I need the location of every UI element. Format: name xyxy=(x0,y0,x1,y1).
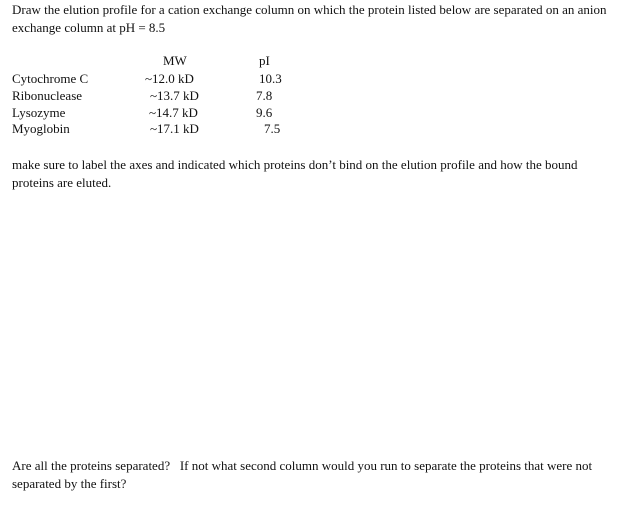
header-pi: pI xyxy=(259,53,270,68)
protein-pi: 10.3 xyxy=(259,71,282,86)
protein-mw: ~13.7 kD xyxy=(150,88,199,103)
protein-pi: 7.8 xyxy=(256,88,273,103)
protein-mw: ~14.7 kD xyxy=(149,105,198,120)
protein-name: Lysozyme xyxy=(12,105,66,120)
question-followup: Are all the proteins separated? If not what second column would you run to separate the proteins that were not separated by the first? xyxy=(12,458,596,491)
protein-pi: 7.5 xyxy=(264,121,281,136)
protein-pi: 9.6 xyxy=(256,105,273,120)
question-intro: Draw the elution profile for a cation exchange column on which the protein listed below are separated on an anion exchange column at pH = 8.5 xyxy=(12,2,607,35)
header-mw: MW xyxy=(163,53,187,68)
protein-name: Ribonuclease xyxy=(12,88,83,103)
question-instructions: make sure to label the axes and indicated which proteins don’t bind on the elution profile and how the bound proteins are eluted. xyxy=(12,157,578,190)
protein-name: Myoglobin xyxy=(12,121,70,136)
protein-name: Cytochrome C xyxy=(12,71,89,86)
protein-mw: ~12.0 kD xyxy=(145,71,194,86)
protein-mw: ~17.1 kD xyxy=(150,121,199,136)
